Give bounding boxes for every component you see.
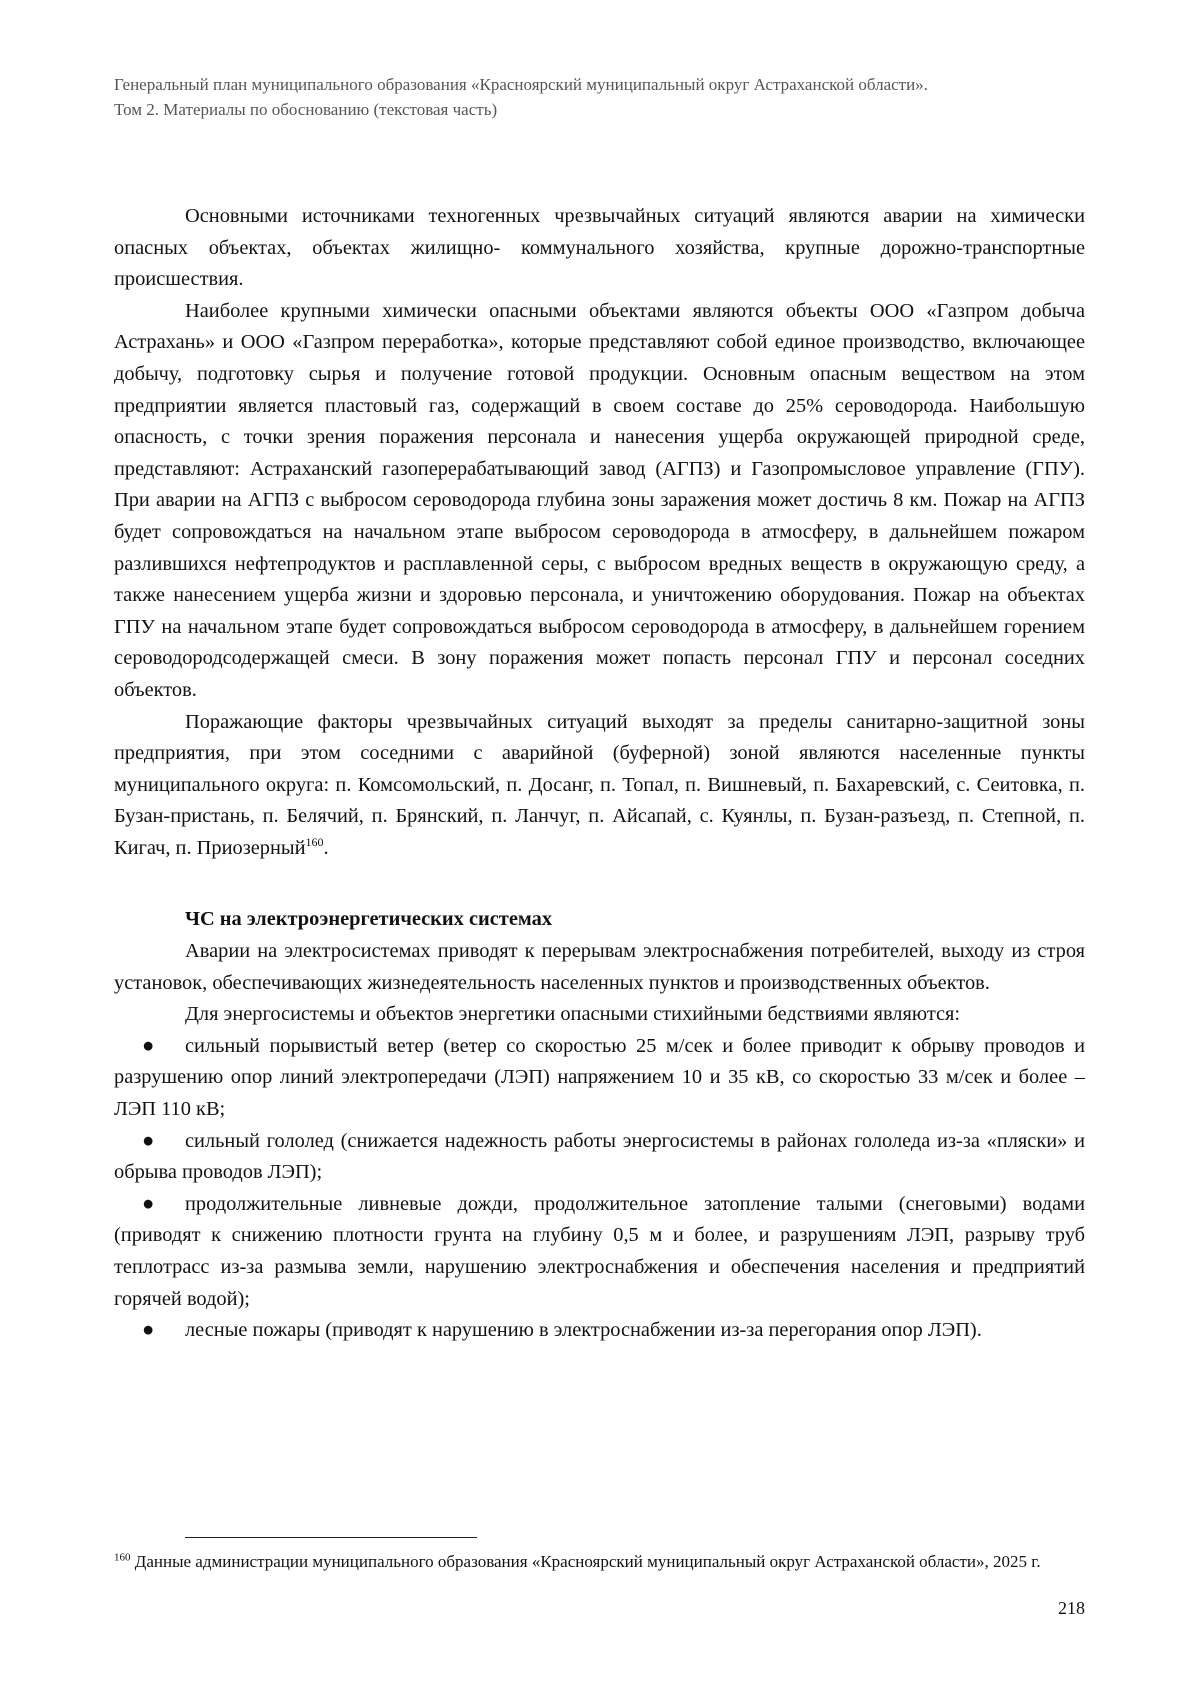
header-line-2: Том 2. Материалы по обоснованию (текстовая часть) — [114, 100, 498, 119]
footnote — [114, 1549, 1085, 1574]
bullet-item — [114, 1189, 1085, 1315]
footnote-separator — [185, 1537, 477, 1538]
footnote-text: Данные администрации муниципального образования «Красноярский муниципальный округ Астраханской области», 2025 г. — [130, 1552, 1041, 1571]
bullet-item — [114, 1031, 1085, 1126]
section-paragraph-2: Для энергосистемы и объектов энергетики опасными стихийными бедствиями являются: — [185, 1003, 961, 1026]
bullet-item — [114, 1126, 1085, 1189]
paragraph-3 — [114, 707, 1085, 865]
paragraph-2: Наиболее крупными химически опасными объектами являются объекты ООО «Газпром добыча Астрахань» и ООО «Газпром переработка», которые представляют собой единое производство, включающее добычу, подготовку сырья и получение готовой продукции. Основным опасным веществом на этом предприятии является пластовый газ, содержащий в своем составе до 25% сероводорода. Наибольшую опасность, с точки зрения поражения персонала и нанесения ущерба окружающей природной среде, представляют: Астраханский газоперерабатывающий завод (АГПЗ) и Газопромысловое управление (ГПУ). При аварии на АГПЗ с выбросом сероводорода глубина зоны заражения может достичь 8 км. Пожар на АГПЗ будет сопровождаться на начальном этапе выбросом сероводорода в атмосферу, в дальнейшем пожаром разлившихся нефтепродуктов и расплавленной серы, с выбросом вредных веществ в окружающую среду, а также нанесением ущерба жизни и здоровью персонала, и уничтожению оборудования. Пожар на объектах ГПУ на начальном этапе будет сопровождаться выбросом сероводорода в атмосферу, в дальнейшем горением сероводородсодержащей смеси. В зону поражения может попасть персонал ГПУ и персонал соседних объектов. — [114, 299, 1085, 701]
footnote-reference[interactable]: 160 — [305, 835, 324, 850]
bullet-text: лесные пожары (приводят к нарушению в электроснабжении из-за перегорания опор ЛЭП). — [185, 1319, 982, 1342]
section-heading: ЧС на электроэнергетических системах — [185, 908, 553, 931]
header-line-1: Генеральный план муниципального образования «Красноярский муниципальный округ Астраханской области». — [114, 75, 928, 94]
paragraph-3-text: Поражающие факторы чрезвычайных ситуаций выходят за пределы санитарно-защитной зоны предприятия, при этом соседними с аварийной (буферной) зоной являются населенные пункты муниципального округа: п. Комсомольский, п. Досанг, п. Топал, п. Вишневый, п. Бахаревский, с. Сеитовка, п. Бузан-пристань, п. Белячий, п. Брянский, п. Ланчуг, п. Айсапай, с. Куянлы, п. Бузан-разъезд, п. Степной, п. Кигач, п. Приозерный — [114, 710, 1085, 859]
bullet-icon: ● — [142, 1319, 155, 1342]
bullet-text: сильный гололед (снижается надежность работы энергосистемы в районах гололеда из-за «пляски» и обрыва проводов ЛЭП); — [114, 1129, 1085, 1184]
bullet-text: сильный порывистый ветер (ветер со скоростью 25 м/сек и более приводит к обрыву проводов и разрушению опор линий электропередачи (ЛЭП) напряжением 10 и 35 кВ, со скоростью 33 м/сек и более – ЛЭП 110 кВ; — [114, 1034, 1085, 1121]
paragraph-3-end: . — [323, 836, 329, 859]
bullet-icon: ● — [142, 1192, 155, 1215]
running-header — [114, 72, 1086, 122]
bullet-text: продолжительные ливневые дожди, продолжительное затопление талыми (снеговыми) водами (приводят к снижению плотности грунта на глубину 0,5 м и более, и разрушениям ЛЭП, разрыву труб теплотрасс из-за размыва земли, нарушению электроснабжения и обеспечения населения и предприятий горячей водой); — [114, 1192, 1085, 1310]
footnote-number: 160 — [114, 1551, 131, 1564]
section-paragraph-1: Аварии на электросистемах приводят к перерывам электроснабжения потребителей, выходу из строя установок, обеспечивающих жизнедеятельность населенных пунктов и производственных объектов. — [114, 940, 1085, 994]
page-number: 218 — [1058, 1598, 1085, 1618]
main-text — [114, 201, 1085, 1347]
bullet-icon: ● — [142, 1034, 155, 1057]
paragraph-1: Основными источниками техногенных чрезвычайных ситуаций являются аварии на химически опасных объектах, объектах жилищно- коммунального хозяйства, крупные дорожно-транспортные происшествия. — [114, 205, 1085, 291]
bullet-icon: ● — [142, 1129, 155, 1152]
bullet-item — [114, 1315, 1085, 1347]
